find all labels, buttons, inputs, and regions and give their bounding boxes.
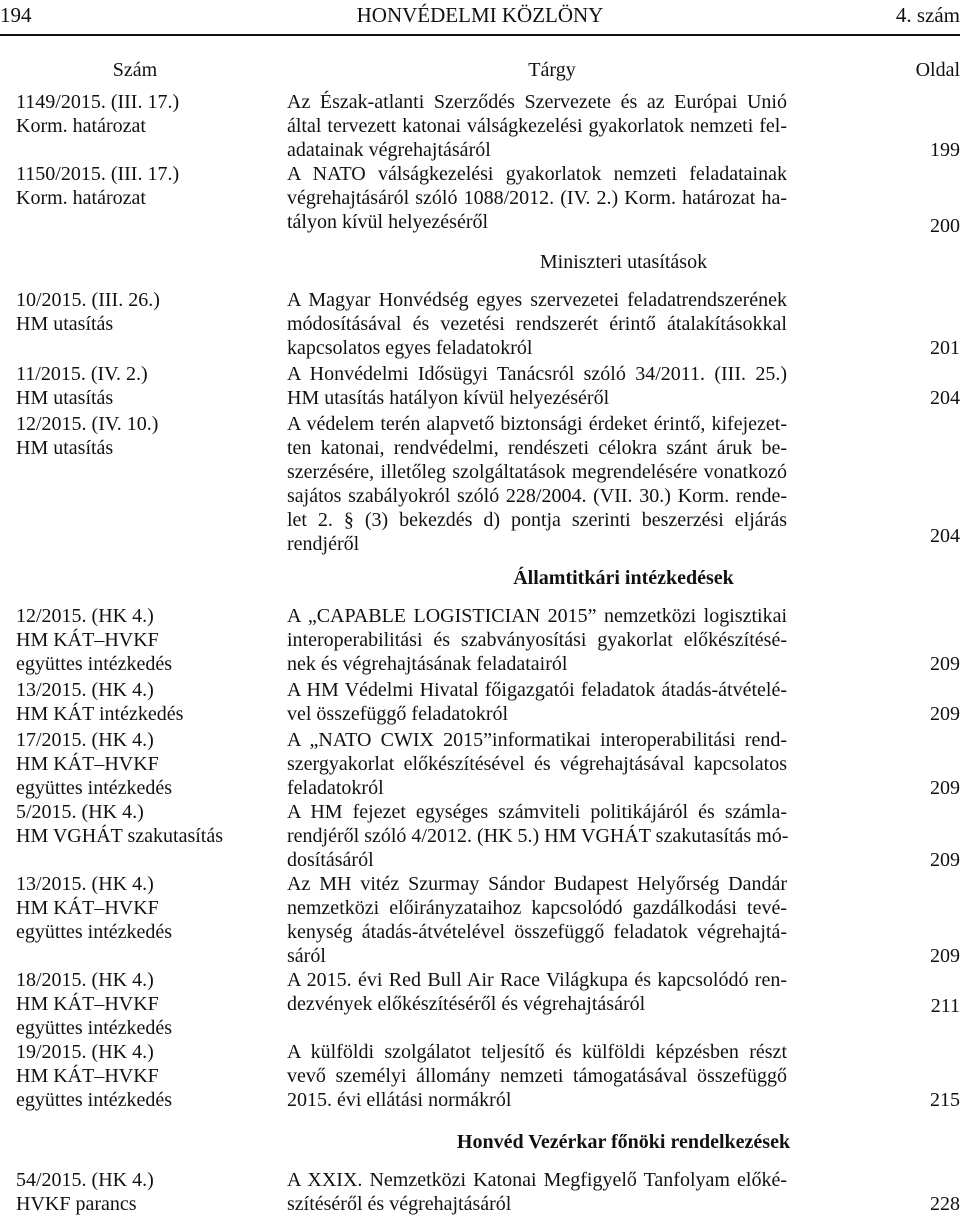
entry-subject-line: A Magyar Honvédség egyes szervezetei feladatrendszerének — [287, 289, 787, 311]
header-rule — [0, 34, 960, 36]
running-header — [0, 0, 960, 30]
column-header-subject: Tárgy — [528, 59, 576, 81]
entry-subject-line: A „CAPABLE LOGISTICIAN 2015” nemzetközi logisztikai — [287, 605, 787, 627]
entry-subject-line: A NATO válságkezelési gyakorlatok nemzeti feladatainak — [287, 163, 787, 185]
entry-type: együttes intézkedés — [16, 1089, 173, 1111]
entry-subject-line: A „NATO CWIX 2015”informatikai interoperabilitási rend- — [287, 729, 787, 751]
entry-number: 12/2015. (HK 4.) — [16, 605, 154, 627]
entry-type: együttes intézkedés — [16, 777, 173, 799]
issue-label: 4. szám — [895, 3, 960, 27]
entry-type: HM utasítás — [16, 387, 114, 409]
entry-subject-line: szergyakorlat előkészítésével és végrehajtásával kapcsolatos — [287, 753, 787, 775]
section-title: Miniszteri utasítások — [539, 251, 708, 273]
entry-subject-line: végrehajtásáról szóló 1088/2012. (IV. 2.) Korm. határozat ha- — [287, 187, 787, 209]
entry-number: 11/2015. (IV. 2.) — [16, 363, 148, 385]
entry-subject-line: tályon kívül helyezéséről — [287, 211, 489, 233]
entry-subject-line: rendjéről — [287, 533, 360, 555]
entry-subject-line: A 2015. évi Red Bull Air Race Világkupa és kapcsolódó ren- — [287, 969, 787, 991]
column-header-number: Szám — [112, 59, 158, 81]
entry-subject-line: A védelem terén alapvető biztonsági érdeket érintő, kifejezet- — [287, 413, 787, 435]
entry-subject-line: 2015. évi ellátási normákról — [287, 1089, 512, 1111]
entry-page: 201 — [930, 337, 960, 359]
entry-subject-line: A Honvédelmi Idősügyi Tanácsról szóló 34/2011. (III. 25.) — [287, 363, 787, 385]
entry-type: Korm. határozat — [16, 187, 146, 209]
entry-subject-line: vevő személyi állomány nemzeti támogatásával összefüggő — [287, 1065, 787, 1087]
entry-number: 1150/2015. (III. 17.) — [16, 163, 180, 185]
entry-subject-line: ten katonai, rendvédelmi, rendészeti célokra szánt áruk be- — [287, 437, 787, 459]
entry-number: 13/2015. (HK 4.) — [16, 679, 154, 701]
entry-subject-line: sajátos szabályokról szóló 228/2004. (VII. 30.) Korm. rende- — [287, 485, 787, 507]
entry-subject-line: nemzetközi előirányzataihoz kapcsolódó gazdálkodási tevé- — [287, 897, 787, 919]
entry-type: együttes intézkedés — [16, 653, 173, 675]
section-title: Honvéd Vezérkar főnöki rendelkezések — [456, 1131, 791, 1153]
entry-type: Korm. határozat — [16, 115, 146, 137]
journal-title: HONVÉDELMI KÖZLÖNY — [356, 3, 604, 27]
column-header-page: Oldal — [915, 59, 960, 81]
entry-type: együttes intézkedés — [16, 921, 173, 943]
entry-subject-line: let 2. § (3) bekezdés d) pontja szerinti beszerzési eljárás — [287, 509, 787, 531]
entry-subject-line: sáról — [287, 945, 326, 967]
entry-type: HM KÁT–HVKF — [16, 629, 159, 651]
entry-page: 209 — [930, 777, 960, 799]
entry-subject-line: kenység átadás-átvételével összefüggő feladatok végrehajtá- — [287, 921, 787, 943]
page-number: 194 — [0, 3, 32, 27]
entry-subject-line: interoperabilitási és szabványosítási gyakorlat előkészítésé- — [287, 629, 787, 651]
entry-type: HM VGHÁT szakutasítás — [16, 825, 224, 847]
entry-subject-line: A külföldi szolgálatot teljesítő és külföldi képzésben részt — [287, 1041, 787, 1063]
entry-page: 204 — [930, 387, 960, 409]
entry-subject-line: szítéséről és végrehajtásáról — [287, 1193, 512, 1215]
entry-number: 12/2015. (IV. 10.) — [16, 413, 159, 435]
entry-number: 17/2015. (HK 4.) — [16, 729, 154, 751]
entry-page: 209 — [930, 945, 960, 967]
entry-subject-line: Az MH vitéz Szurmay Sándor Budapest Helyőrség Dandár — [287, 873, 787, 895]
entry-number: 10/2015. (III. 26.) — [16, 289, 160, 311]
entry-number: 1149/2015. (III. 17.) — [16, 91, 180, 113]
entry-page: 200 — [930, 215, 960, 237]
entry-type: HVKF parancs — [16, 1193, 137, 1215]
entry-page: 215 — [930, 1089, 960, 1111]
entry-subject-line: dezvények előkészítéséről és végrehajtásáról — [287, 993, 646, 1015]
entry-subject-line: dosításáról — [287, 849, 374, 871]
entry-type: HM KÁT–HVKF — [16, 897, 159, 919]
entry-number: 18/2015. (HK 4.) — [16, 969, 154, 991]
entry-page: 209 — [930, 703, 960, 725]
entry-subject-line: Az Észak-atlanti Szerződés Szervezete és az Európai Unió — [287, 91, 787, 113]
entry-type: együttes intézkedés — [16, 1017, 173, 1039]
entry-type: HM KÁT–HVKF — [16, 753, 159, 775]
entry-subject-line: nek és végrehajtásának feladatairól — [287, 653, 568, 675]
entry-page: 209 — [930, 653, 960, 675]
entry-subject-line: módosításával és vezetési rendszerét érintő átalakításokkal — [287, 313, 787, 335]
entry-number: 19/2015. (HK 4.) — [16, 1041, 154, 1063]
entry-page: 209 — [930, 849, 960, 871]
entry-subject-line: adatainak végrehajtásáról — [287, 139, 491, 161]
entry-page: 199 — [930, 139, 960, 161]
entry-type: HM KÁT–HVKF — [16, 993, 159, 1015]
entry-number: 13/2015. (HK 4.) — [16, 873, 154, 895]
entry-subject-line: feladatokról — [287, 777, 384, 799]
entry-type: HM KÁT–HVKF — [16, 1065, 159, 1087]
entry-type: HM KÁT intézkedés — [16, 703, 184, 725]
entry-subject-line: A XXIX. Nemzetközi Katonai Megfigyelő Tanfolyam előké- — [287, 1169, 787, 1191]
entry-number: 54/2015. (HK 4.) — [16, 1169, 154, 1191]
entry-page: 204 — [930, 525, 960, 547]
entry-subject-line: HM utasítás hatályon kívül helyezéséről — [287, 387, 610, 409]
entry-subject-line: kapcsolatos egyes feladatokról — [287, 337, 533, 359]
section-title: Államtitkári intézkedések — [513, 567, 734, 589]
entry-type: HM utasítás — [16, 313, 114, 335]
entry-type: HM utasítás — [16, 437, 114, 459]
entry-number: 5/2015. (HK 4.) — [16, 801, 144, 823]
entry-subject-line: által tervezett katonai válságkezelési gyakorlatok nemzeti fel- — [287, 115, 787, 137]
entry-subject-line: A HM fejezet egységes számviteli politikájáról és számla- — [287, 801, 787, 823]
entry-page: 228 — [930, 1193, 960, 1215]
entry-page: 211 — [930, 995, 960, 1017]
entry-subject-line: rendjéről szóló 4/2012. (HK 5.) HM VGHÁT szakutasítás mó- — [287, 825, 789, 847]
entry-subject-line: A HM Védelmi Hivatal főigazgatói feladatok átadás-átvételé- — [287, 679, 787, 701]
entry-subject-line: szerzésére, illetőleg szolgáltatások megrendelésére vonatkozó — [287, 461, 787, 483]
entry-subject-line: vel összefüggő feladatokról — [287, 703, 509, 725]
